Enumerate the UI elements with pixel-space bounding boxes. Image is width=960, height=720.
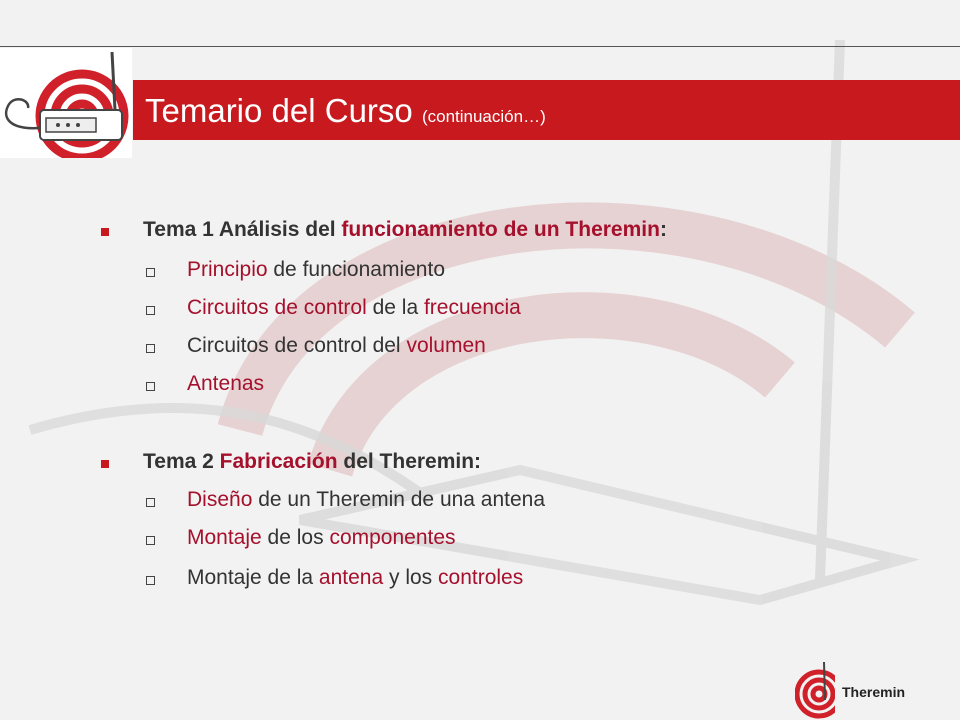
- section-heading: [143, 218, 667, 242]
- plain-text: y los: [383, 566, 439, 589]
- plain-text: Circuitos de control del: [187, 334, 407, 357]
- sub-bullet: [146, 382, 155, 391]
- sub-bullet: [146, 498, 155, 507]
- highlight-text: volumen: [406, 334, 486, 357]
- section-heading-prefix: Tema 1 Análisis del: [143, 218, 342, 241]
- highlight-text: Antenas: [187, 372, 265, 395]
- plain-text: Montaje de la: [187, 566, 319, 589]
- highlight-text: componentes: [329, 526, 456, 549]
- list-item: [187, 258, 445, 282]
- section-heading-suffix: :: [659, 218, 667, 241]
- list-item: [187, 372, 264, 396]
- highlight-text: Principio: [187, 258, 268, 281]
- list-item: [187, 566, 523, 590]
- sub-bullet: [146, 306, 155, 315]
- highlight-text: Montaje: [187, 526, 262, 549]
- list-item: [187, 526, 456, 550]
- section-heading-prefix: Tema 2: [143, 450, 220, 473]
- plain-text: de funcionamiento: [267, 258, 446, 281]
- sub-bullet: [146, 576, 155, 585]
- title-subtitle: (continuación…): [421, 107, 546, 126]
- sub-bullet: [146, 344, 155, 353]
- highlight-text: Circuitos de control: [187, 296, 367, 319]
- list-item: [187, 334, 486, 358]
- section-bullet: [101, 460, 109, 468]
- section-heading: [143, 450, 481, 474]
- footer-logo-icon: [795, 660, 835, 720]
- title-main: Temario del Curso: [145, 92, 413, 129]
- plain-text: de la: [366, 296, 424, 319]
- highlight-text: controles: [438, 566, 524, 589]
- list-item: [187, 296, 521, 320]
- section-bullet: [101, 228, 109, 236]
- section-heading-highlight: Fabricación: [219, 450, 338, 473]
- sub-bullet: [146, 268, 155, 277]
- sub-bullet: [146, 536, 155, 545]
- section-heading-highlight: funcionamiento de un Theremin: [341, 218, 660, 241]
- section-heading-suffix: del Theremin:: [337, 450, 482, 473]
- footer-label: Theremin: [842, 684, 906, 700]
- plain-text: de los: [261, 526, 330, 549]
- highlight-text: Diseño: [187, 488, 253, 511]
- highlight-text: frecuencia: [423, 296, 521, 319]
- list-item: [187, 488, 545, 512]
- highlight-text: antena: [318, 566, 384, 589]
- plain-text: de un Theremin de una antena: [252, 488, 546, 511]
